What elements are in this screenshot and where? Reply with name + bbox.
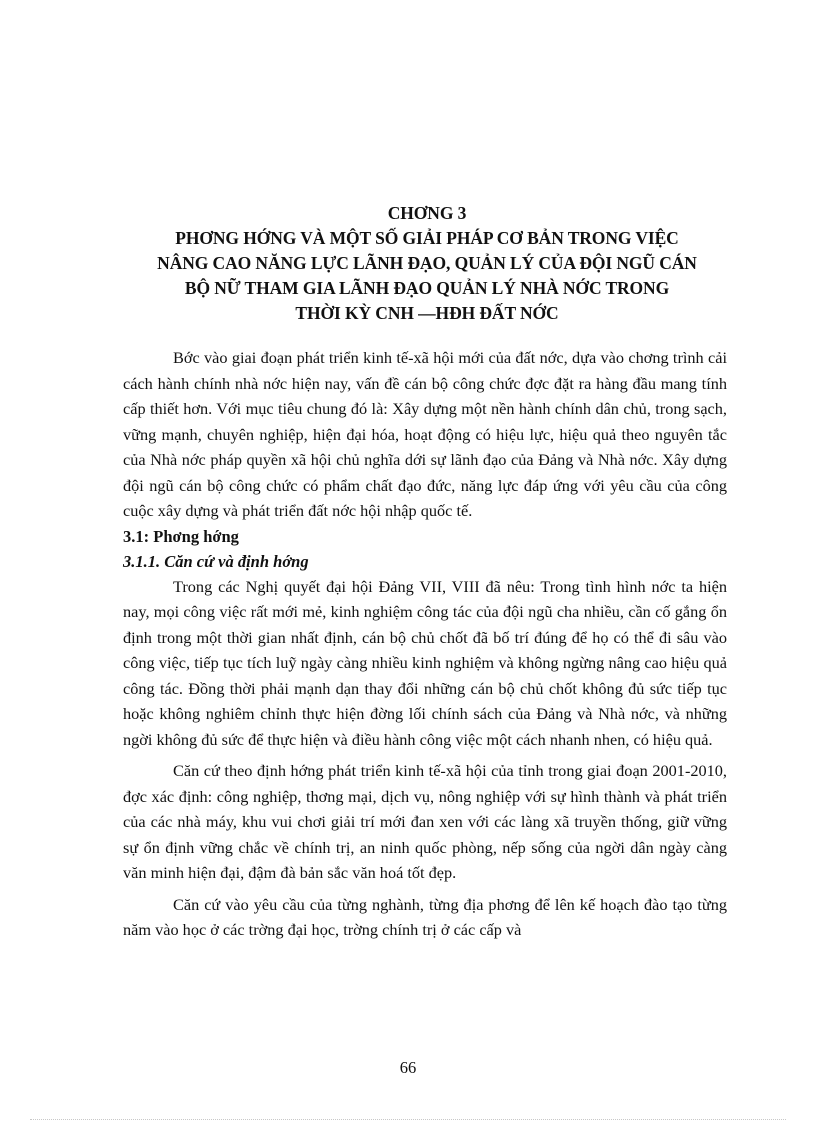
section-heading: 3.1: Phơng hớng [123,526,239,546]
chapter-title-line-2: NÂNG CAO NĂNG LỰC LÃNH ĐẠO, QUẢN LÝ CỦA ĐỘI NGŨ CÁN [157,253,697,273]
body-paragraph-2: Căn cứ theo định hớng phát triển kinh tế-xã hội của tỉnh trong giai đoạn 2001-2010, đợc xác định: công nghiệp, thơng mại, dịch vụ, nông nghiệp với sự hình thành và phát triển của các nhà máy, khu vui chơi giải trí mới đan xen với các làng xã truyền thống, giữ vững sự ổn định vững chắc về chính trị, an ninh quốc phòng, nếp sống của ngời dân ngày càng văn minh hiện đại, đậm đà bản sắc văn hoá tốt đẹp. [123,761,727,882]
body-paragraph-1: Trong các Nghị quyết đại hội Đảng VII, VIII đã nêu: Trong tình hình nớc ta hiện nay, mọi công việc rất mới mẻ, kinh nghiệm công tác của đội ngũ cha nhiều, cần cố gắng ổn định trong một thời gian nhất định, cán bộ chủ chốt đã bố trí đúng để họ có thể đi sâu vào công việc, tiếp tục tích luỹ ngày càng nhiều kinh nghiệm và không ngừng nâng cao hiệu quả công tác. Đồng thời phải mạnh dạn thay đổi những cán bộ chủ chốt không đủ sức tiếp tục hoặc không nghiêm chỉnh thực hiện đờng lối chính sách của Đảng và Nhà nớc, và những ngời không đủ sức để thực hiện và điều hành công việc một cách nhanh nhen, có hiệu quả. [123,576,727,749]
chapter-number: CHƠNG 3 [387,203,467,223]
chapter-title-line-1: PHƠNG HỚNG VÀ MỘT SỐ GIẢI PHÁP CƠ BẢN TRONG VIỆC [175,228,679,248]
chapter-title-line-3: BỘ NỮ THAM GIA LÃNH ĐẠO QUẢN LÝ NHÀ NỚC TRONG [184,278,670,298]
chapter-title-line-4: THỜI KỲ CNH —HĐH ĐẤT NỚC [295,303,559,323]
body-text [123,345,727,943]
subsection-heading: 3.1.1. Căn cứ và định hớng [123,551,309,571]
page-bottom-divider [30,1119,786,1120]
chapter-heading [112,201,742,326]
intro-paragraph: Bớc vào giai đoạn phát triển kinh tế-xã hội mới của đất nớc, dựa vào chơng trình cải cách hành chính nhà nớc hiện nay, vấn đề cán bộ công chức đợc đặt ra hàng đầu mang tính cấp thiết hơn. Với mục tiêu chung đó là: Xây dựng một nền hành chính dân chủ, trong sạch, vững mạnh, chuyên nghiệp, hiện đại hóa, hoạt động có hiệu lực, hiệu quả theo nguyên tắc của Nhà nớc pháp quyền xã hội chủ nghĩa dới sự lãnh đạo của Đảng và Nhà nớc. Xây dựng đội ngũ cán bộ công chức có phẩm chất đạo đức, năng lực đáp ứng với yêu cầu của công cuộc xây dựng và phát triển đất nớc hội nhập quốc tế. [123,348,727,520]
body-paragraph-3: Căn cứ vào yêu cầu của từng nghành, từng địa phơng để lên kế hoạch đào tạo từng năm vào học ở các trờng đại học, trờng chính trị ở các cấp và [123,894,727,939]
page-number: 66 [399,1058,417,1077]
